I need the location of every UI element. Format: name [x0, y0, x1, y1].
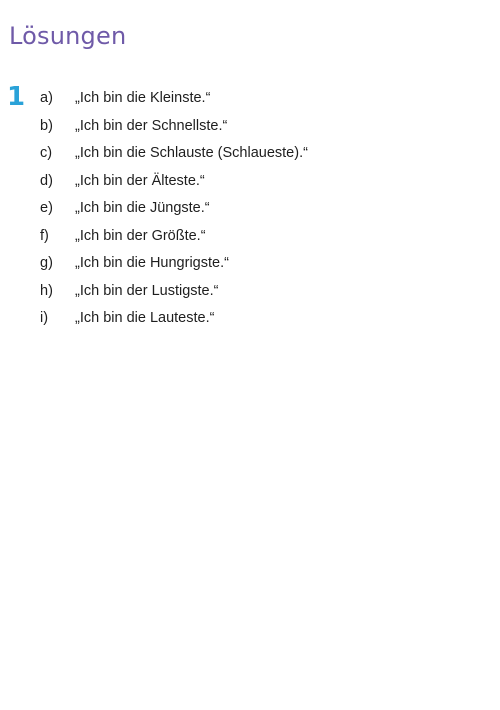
- answer-item-g: [40, 255, 308, 283]
- answer-list: [40, 90, 308, 338]
- answer-item-f: [40, 228, 308, 256]
- answer-letter: a): [40, 90, 53, 106]
- answer-text: „Ich bin der Lustigste.“: [75, 282, 219, 299]
- answer-letter: f): [40, 227, 49, 244]
- answer-item-c: [40, 145, 308, 173]
- answer-letter: b): [40, 117, 53, 134]
- page-title: Lösungen: [9, 22, 127, 50]
- exercise-number: 1: [7, 82, 26, 112]
- answer-item-a: [40, 90, 308, 118]
- answer-letter: c): [40, 145, 53, 161]
- answer-text: „Ich bin die Schlauste (Schlaueste).“: [75, 145, 308, 161]
- answer-text: „Ich bin der Größte.“: [75, 227, 206, 244]
- answer-letter: i): [40, 310, 49, 326]
- answer-letter: g): [40, 255, 53, 271]
- answer-text: „Ich bin die Jüngste.“: [75, 200, 210, 216]
- answer-text: „Ich bin die Kleinste.“: [75, 90, 211, 106]
- answer-text: „Ich bin die Hungrigste.“: [75, 255, 229, 271]
- answer-letter: e): [40, 200, 53, 216]
- answer-text: „Ich bin die Lauteste.“: [75, 310, 215, 326]
- answer-text: „Ich bin der Älteste.“: [75, 172, 205, 189]
- answer-item-e: [40, 200, 308, 228]
- answer-letter: h): [40, 282, 53, 299]
- answer-text: „Ich bin der Schnellste.“: [75, 117, 228, 134]
- answer-item-i: [40, 310, 308, 338]
- answer-item-b: [40, 118, 308, 146]
- answer-item-d: [40, 173, 308, 201]
- answer-letter: d): [40, 172, 53, 189]
- answer-item-h: [40, 283, 308, 311]
